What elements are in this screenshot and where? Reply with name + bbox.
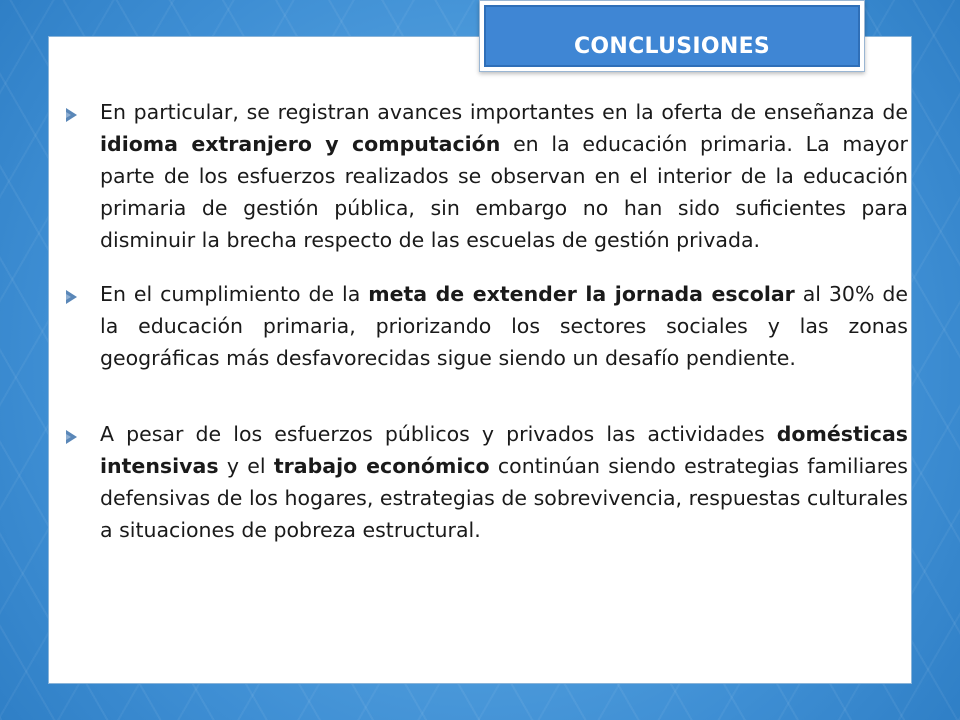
bullet-item-2 (62, 278, 908, 374)
bullet-2-text-a: En el cumplimiento de la (100, 282, 369, 306)
bullet-3-text-c: continúan siendo estrategias familiares defensivas de los hogares, estrategias de sobrevivencia, respuestas culturales a situaciones de pobreza estructural. (100, 454, 908, 542)
bullet-2-text-b: al 30% de la educación primaria, priorizando los sectores sociales y las zonas geográficas más desfavorecidas sigue siendo un desafío pendiente. (100, 282, 908, 370)
bullet-3-text-a: A pesar de los esfuerzos públicos y privados las actividades (100, 422, 777, 446)
bullet-list (62, 96, 908, 546)
bullet-item-3 (62, 418, 908, 546)
bullet-arrow-icon (66, 290, 77, 304)
bullet-3-bold-a: domésticas intensivas (100, 422, 908, 478)
title-tab (479, 0, 865, 72)
bullet-1-text-a: En particular, se registran avances importantes en la oferta de enseñanza de (100, 100, 908, 124)
bullet-2-bold-a: meta de extender la jornada escolar (368, 282, 795, 306)
bullet-3-bold-b: trabajo económico (273, 454, 490, 478)
bullet-arrow-icon (66, 430, 77, 444)
bullet-arrow-icon (66, 108, 77, 122)
slide-title: CONCLUSIONES (573, 34, 771, 59)
bullet-3-text-b: y el (218, 454, 274, 478)
bullet-1-bold-a: idioma extranjero y computación (100, 132, 501, 156)
bullet-item-1 (62, 96, 908, 256)
bullet-1-text-b: en la educación primaria. La mayor parte de los esfuerzos realizados se observan en el interior de la educación primaria de gestión pública, sin embargo no han sido suficientes para disminuir la brecha respecto de las escuelas de gestión privada. (100, 132, 908, 252)
title-banner (484, 5, 860, 67)
